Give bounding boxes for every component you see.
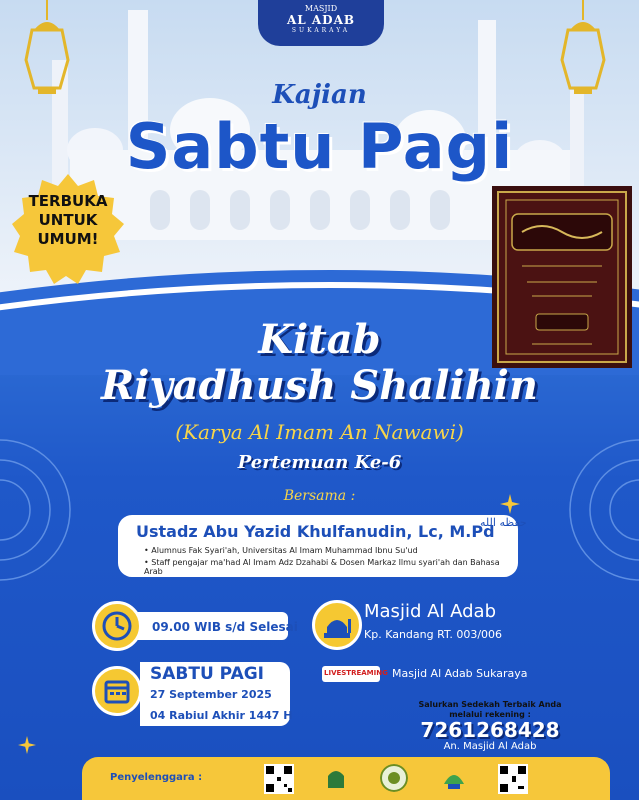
badge-line1: TERBUKA [28, 192, 108, 210]
date-gregorian: 27 September 2025 [150, 688, 272, 701]
speaker-note-1: Alumnus Fak Syari'ah, Universitas Al Imam Muhammad Ibnu Su'ud [151, 546, 418, 555]
speaker-name: Ustadz Abu Yazid Khulfanudin, Lc, M.Pd [136, 522, 495, 541]
speaker-intro: Bersama : [283, 488, 356, 504]
page-title: Sabtu Pagi [125, 110, 514, 183]
speaker-note: • Alumnus Fak Syari'ah, Universitas Al Imam Muhammad Ibnu Su'ud [144, 546, 418, 555]
qr-code-icon [264, 764, 294, 794]
speaker-honorific: حفظه الله [480, 516, 527, 529]
masjid-logo [258, 0, 384, 46]
date-day: SABTU PAGI [150, 664, 265, 684]
logo-line3: SUKARAYA [291, 27, 351, 34]
location-name: Masjid Al Adab [364, 601, 497, 622]
streaming-channel: Masjid Al Adab Sukaraya [392, 667, 528, 680]
qr-code-icon [498, 764, 528, 794]
ornament-left [0, 430, 80, 590]
logo-line2: AL ADAB [286, 13, 356, 27]
open-badge-text [10, 192, 126, 249]
sparkle-icon [18, 736, 36, 754]
kitab-author: (Karya Al Imam An Nawawi) [175, 420, 464, 444]
kajian-label: Kajian [272, 80, 367, 110]
time-text: 09.00 WIB s/d Selesai [152, 620, 298, 634]
donation-info [380, 700, 600, 720]
kitab-title: Riyadhush Shalihin [101, 362, 538, 409]
calendar-icon [92, 666, 142, 716]
kitab-label: Kitab [258, 316, 381, 363]
clock-icon [92, 601, 142, 651]
location-address: Kp. Kandang RT. 003/006 [364, 628, 503, 641]
organizer-logo [380, 764, 408, 792]
organizer-logo [322, 764, 350, 792]
speaker-note: • Staff pengajar ma'had Al Imam Adz Dzahabi & Dosen Markaz Ilmu syari'ah dan Bahasa Arab [144, 558, 500, 576]
badge-line2: UNTUK [38, 211, 98, 229]
ornament-right [560, 430, 639, 590]
organizer-logo [440, 764, 468, 792]
session-number: Pertemuan Ke-6 [237, 452, 402, 473]
date-hijri: 04 Rabiul Akhir 1447 H [150, 709, 293, 722]
badge-line3: UMUM! [37, 230, 99, 248]
donation-line1: Salurkan Sedekah Terbaik Anda [418, 700, 562, 709]
donation-line2: melalui rekening : [449, 710, 531, 719]
speaker-note-2: Staff pengajar ma'had Al Imam Adz Dzahabi & Dosen Markaz Ilmu syari'ah dan Bahasa Arab [144, 558, 500, 576]
donation-account: 7261268428 [420, 718, 560, 742]
organizer-label: Penyelenggara : [110, 772, 203, 783]
live-badge-text: LIVESTREAMING [324, 669, 388, 677]
mosque-icon [312, 600, 362, 650]
donation-holder: An. Masjid Al Adab [443, 741, 537, 752]
logo-line1: MASJID [304, 4, 338, 13]
